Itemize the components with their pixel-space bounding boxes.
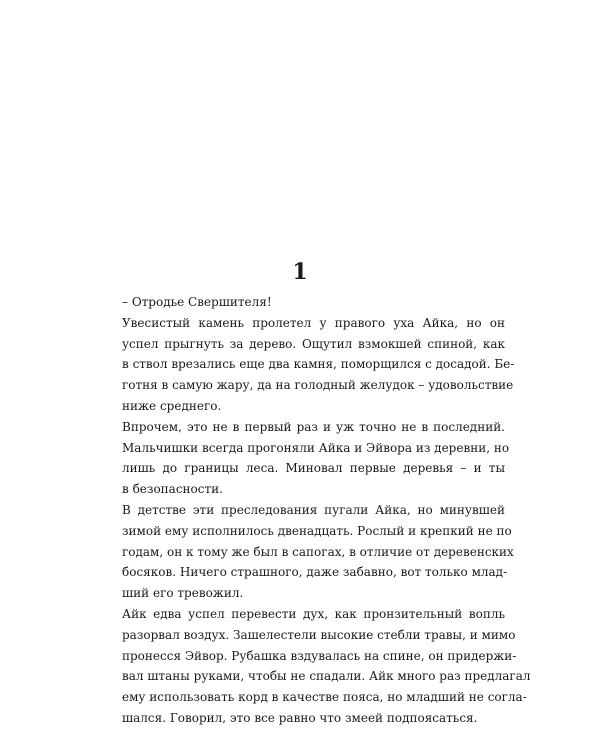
text-line: разорвал воздух. Зашелестели высокие стебли травы, и мимо: [122, 627, 516, 642]
chapter-text: [95, 292, 531, 729]
text-line: лишь до границы леса. Миновал первые деревья – и ты: [122, 461, 505, 476]
text-line: ему использовать корд в качестве пояса, но младший не согла-: [122, 690, 527, 705]
paragraph: [95, 500, 514, 604]
text-line: в безопасности.: [122, 482, 223, 497]
text-line: пронесся Эйвор. Рубашка вздувалась на спине, он придержи-: [122, 648, 517, 663]
text-line: Впрочем, это не в первый раз и уж точно не в последний.: [122, 419, 505, 434]
text-line: успел прыгнуть за дерево. Ощутил взмокшей спиной, как: [122, 336, 505, 351]
text-line: шался. Говорил, это все равно что змеей подпоясаться.: [122, 710, 478, 725]
text-line: Айк едва успел перевести дух, как пронзительный вопль: [122, 606, 505, 621]
text-line: В детстве эти преследования пугали Айка, но минувшей: [122, 502, 505, 517]
text-line: годам, он к тому же был в сапогах, в отличие от деревенских: [122, 544, 514, 559]
text-line: в ствол врезались еще два камня, поморщился с досадой. Бе-: [122, 357, 515, 372]
text-line: готня в самую жару, да на голодный желудок – удовольствие: [122, 378, 514, 393]
paragraph: [95, 604, 531, 729]
text-line: Мальчишки всегда прогоняли Айка и Эйвора из деревни, но: [122, 440, 510, 455]
paragraph: [95, 292, 505, 313]
text-line: – Отродье Свершителя!: [122, 295, 272, 309]
text-line: ший его тревожил.: [122, 586, 244, 601]
paragraph: [95, 313, 515, 417]
text-line: вал штаны руками, чтобы не спадали. Айк много раз предлагал: [122, 669, 531, 684]
text-line: ниже среднего.: [122, 398, 222, 413]
text-line: Увесистый камень пролетел у правого уха Айка, но он: [122, 315, 505, 330]
chapter-number: 1: [292, 259, 308, 285]
paragraph: [95, 417, 510, 500]
text-line: зимой ему исполнилось двенадцать. Рослый и крепкий не по: [122, 523, 512, 538]
text-line: босяков. Ничего страшного, даже забавно, вот только млад-: [122, 565, 508, 580]
